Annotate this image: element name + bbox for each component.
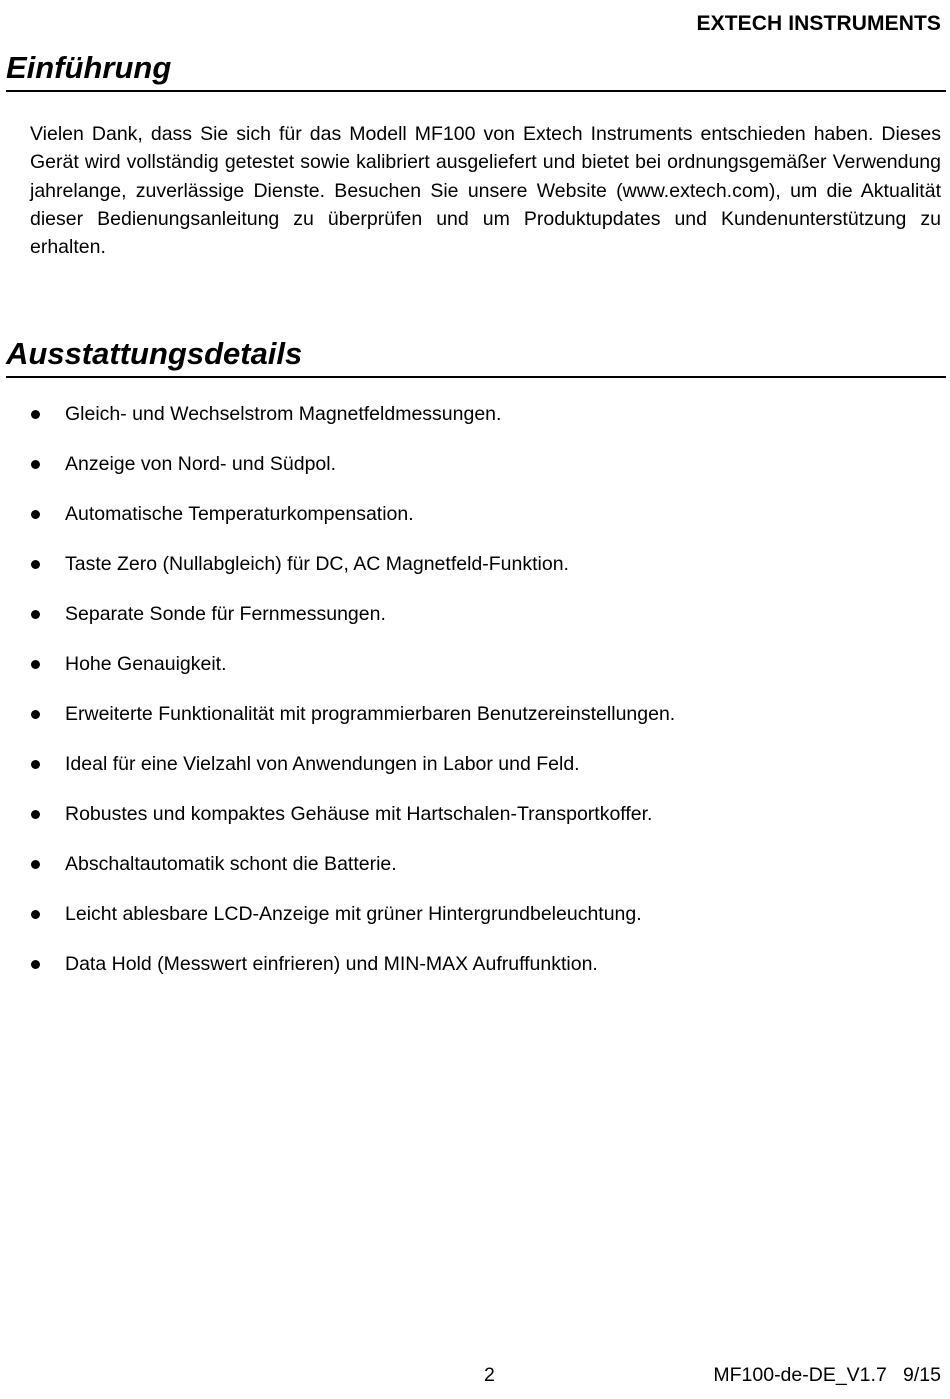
bullet-icon	[31, 760, 40, 769]
bullet-icon	[31, 460, 40, 469]
list-item	[0, 698, 950, 748]
list-item	[0, 748, 950, 798]
bullet-icon	[31, 710, 40, 719]
list-item	[0, 848, 950, 898]
bullet-icon	[31, 960, 40, 969]
feature-text: Data Hold (Messwert einfrieren) und MIN-MAX Aufruffunktion.	[65, 953, 598, 975]
feature-text: Anzeige von Nord- und Südpol.	[65, 453, 337, 475]
list-item	[0, 598, 950, 648]
list-item	[0, 398, 950, 448]
feature-text: Abschaltautomatik schont die Batterie.	[65, 853, 397, 875]
feature-text: Automatische Temperaturkompensation.	[65, 503, 414, 525]
list-item	[0, 948, 950, 998]
feature-text: Leicht ablesbare LCD-Anzeige mit grüner Hintergrundbeleuchtung.	[65, 903, 642, 925]
feature-text: Erweiterte Funktionalität mit programmierbaren Benutzereinstellungen.	[65, 703, 676, 725]
page-number: 2	[484, 1364, 495, 1386]
bullet-icon	[31, 660, 40, 669]
feature-text: Ideal für eine Vielzahl von Anwendungen in Labor und Feld.	[65, 753, 580, 775]
list-item	[0, 498, 950, 548]
bullet-icon	[31, 610, 40, 619]
features-heading: Ausstattungsdetails	[6, 334, 946, 378]
bullet-icon	[31, 510, 40, 519]
list-item	[0, 798, 950, 848]
feature-text: Separate Sonde für Fernmessungen.	[65, 603, 386, 625]
bullet-icon	[31, 410, 40, 419]
feature-text: Gleich- und Wechselstrom Magnetfeldmessungen.	[65, 403, 502, 425]
feature-text: Taste Zero (Nullabgleich) für DC, AC Magnetfeld-Funktion.	[65, 553, 569, 575]
brand-header: EXTECH INSTRUMENTS	[696, 12, 941, 35]
intro-heading: Einführung	[6, 48, 946, 92]
bullet-icon	[31, 810, 40, 819]
feature-text: Hohe Genauigkeit.	[65, 653, 227, 675]
bullet-icon	[31, 910, 40, 919]
bullet-icon	[31, 560, 40, 569]
list-item	[0, 548, 950, 598]
list-item	[0, 448, 950, 498]
feature-text: Robustes und kompaktes Gehäuse mit Hartschalen-Transportkoffer.	[65, 803, 653, 825]
list-item	[0, 648, 950, 698]
list-item	[0, 898, 950, 948]
document-id: MF100-de-DE_V1.7 9/15	[713, 1364, 941, 1386]
intro-paragraph: Vielen Dank, dass Sie sich für das Modell MF100 von Extech Instruments entschieden haben. Dieses Gerät wird vollständig getestet sowie kalibriert ausgeliefert und bietet bei ordnungsgemäßer Verwendung jahrelange, zuverlässige Dienste. Besuchen Sie unsere Website (www.extech.com), um die Aktualität dieser Bedienungsanleitung zu überprüfen und um Produktupdates und Kundenunterstützung zu erhalten.	[30, 123, 941, 259]
bullet-icon	[31, 860, 40, 869]
feature-list	[0, 398, 950, 998]
